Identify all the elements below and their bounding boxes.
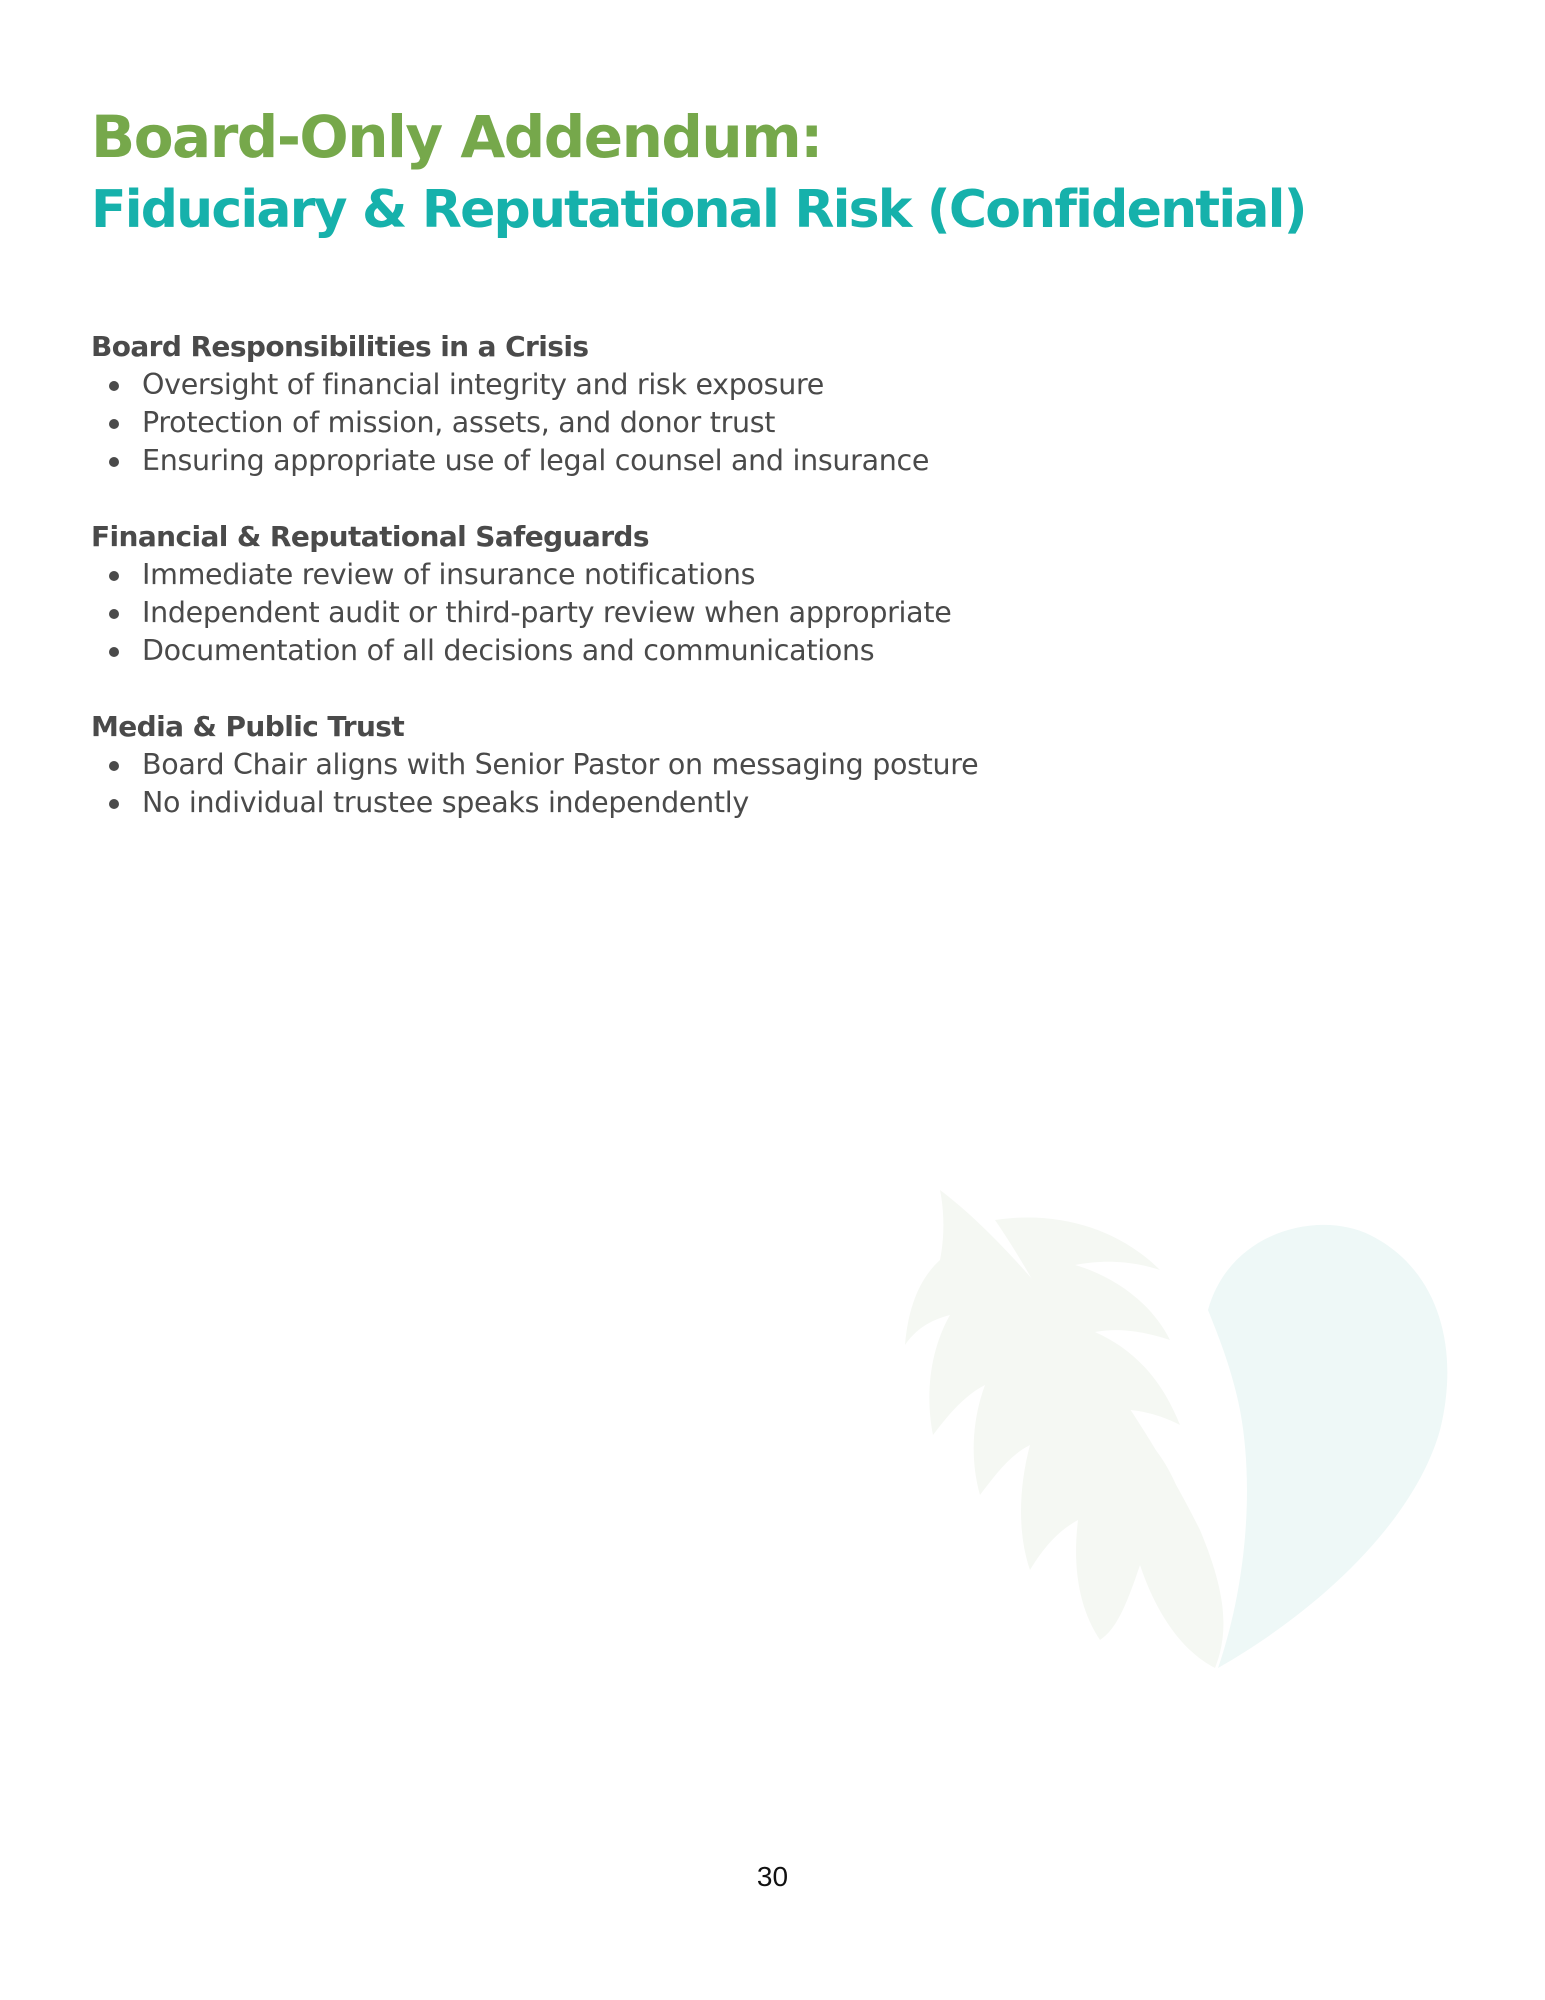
bullet-list (91, 366, 1391, 480)
page-title: Board-Only Addendum: (91, 103, 822, 171)
section-media-public-trust (91, 708, 1391, 822)
list-item (91, 556, 1391, 594)
watermark-heart-shape (1208, 1225, 1447, 1668)
section-heading: Board Responsibilities in a Crisis (91, 330, 589, 363)
list-item (91, 442, 1391, 480)
list-item-text: Protection of mission, assets, and donor trust (142, 406, 776, 439)
content-body (91, 328, 1391, 860)
bullet-list (91, 746, 1391, 822)
list-item (91, 404, 1391, 442)
list-item-text: Documentation of all decisions and communications (142, 634, 875, 667)
section-heading: Media & Public Trust (91, 710, 405, 743)
bullet-list (91, 556, 1391, 670)
bullet-icon (109, 457, 119, 467)
list-item-text: Board Chair aligns with Senior Pastor on messaging posture (142, 748, 979, 781)
list-item-text: Ensuring appropriate use of legal counsel and insurance (142, 444, 930, 477)
list-item-text: Independent audit or third-party review when appropriate (142, 596, 952, 629)
list-item (91, 594, 1391, 632)
list-item (91, 784, 1391, 822)
page-number: 30 (756, 1861, 789, 1892)
bullet-icon (109, 381, 119, 391)
bullet-icon (109, 761, 119, 771)
list-item (91, 632, 1391, 670)
bullet-icon (109, 647, 119, 657)
section-heading: Financial & Reputational Safeguards (91, 520, 649, 553)
leaf-heart-watermark-icon (900, 1190, 1500, 1710)
list-item (91, 366, 1391, 404)
page-subtitle: Fiduciary & Reputational Risk (Confidential) (91, 180, 1306, 240)
bullet-icon (109, 571, 119, 581)
bullet-icon (109, 799, 119, 809)
list-item-text: Immediate review of insurance notifications (142, 558, 756, 591)
section-financial-safeguards (91, 518, 1391, 670)
list-item-text: Oversight of financial integrity and risk exposure (142, 368, 825, 401)
title-block (91, 100, 1491, 246)
section-board-responsibilities (91, 328, 1391, 480)
bullet-icon (109, 609, 119, 619)
list-item-text: No individual trustee speaks independently (142, 786, 749, 819)
bullet-icon (109, 419, 119, 429)
list-item (91, 746, 1391, 784)
